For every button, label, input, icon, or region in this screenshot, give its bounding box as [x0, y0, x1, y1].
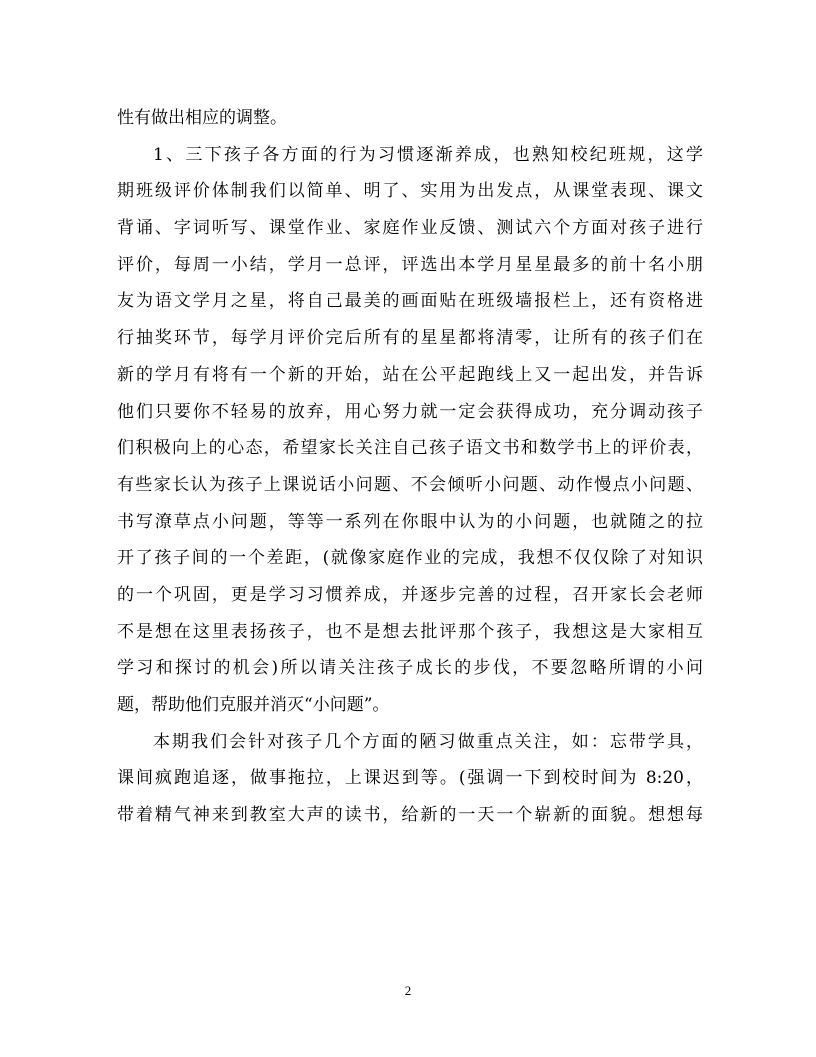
text-line: 们积极向上的心态，希望家长关注自己孩子语文书和数学书上的评价表， [117, 438, 703, 459]
text-line: 题，帮助他们克服并消灭“小问题”。 [117, 695, 390, 715]
paragraph-start-line: 1、三下孩子各方面的行为习惯逐渐养成，也熟知校纪班规，这学 [153, 144, 703, 165]
text-line: 开了孩子间的一个差距，(就像家庭作业的完成，我想不仅仅除了对知识 [117, 548, 703, 569]
text-line: 期班级评价体制我们以简单、明了、实用为出发点，从课堂表现、课文 [117, 181, 703, 202]
text-line: 行抽奖环节，每学月评价完后所有的星星都将清零，让所有的孩子们在 [117, 328, 703, 349]
page-number: 2 [404, 983, 412, 998]
text-line: 书写潦草点小问题，等等一系列在你眼中认为的小问题，也就随之的拉 [117, 511, 703, 532]
text-line: 友为语文学月之星，将自己最美的画面贴在班级墙报栏上，还有资格进 [117, 291, 703, 312]
text-line: 新的学月有将有一个新的开始，站在公平起跑线上又一起出发，并告诉 [117, 364, 703, 385]
text-line: 背诵、字词听写、课堂作业、家庭作业反馈、测试六个方面对孩子进行 [117, 218, 703, 239]
paragraph-start-line: 本期我们会针对孩子几个方面的陋习做重点关注，如：忘带学具， [153, 731, 703, 752]
text-line: 带着精气神来到教室大声的读书，给新的一天一个崭新的面貌。想想每 [117, 805, 703, 826]
text-line: 的一个巩固，更是学习习惯养成，并逐步完善的过程，召开家长会老师 [117, 584, 703, 605]
text-line: 课间疯跑追逐，做事拖拉，上课迟到等。(强调一下到校时间为 8:20， [117, 768, 703, 789]
text-line: 学习和探讨的机会)所以请关注孩子成长的步伐，不要忽略所谓的小问 [117, 658, 703, 679]
text-line: 不是想在这里表扬孩子，也不是想去批评那个孩子，我想这是大家相互 [117, 621, 703, 642]
text-line: 性有做出相应的调整。 [117, 108, 287, 128]
body-text [117, 100, 703, 834]
text-line: 他们只要你不轻易的放弃，用心努力就一定会获得成功，充分调动孩子 [117, 401, 703, 422]
text-line: 评价，每周一小结，学月一总评，评选出本学月星星最多的前十名小朋 [117, 254, 703, 275]
text-line: 有些家长认为孩子上课说话小问题、不会倾听小问题、动作慢点小问题、 [117, 474, 703, 495]
